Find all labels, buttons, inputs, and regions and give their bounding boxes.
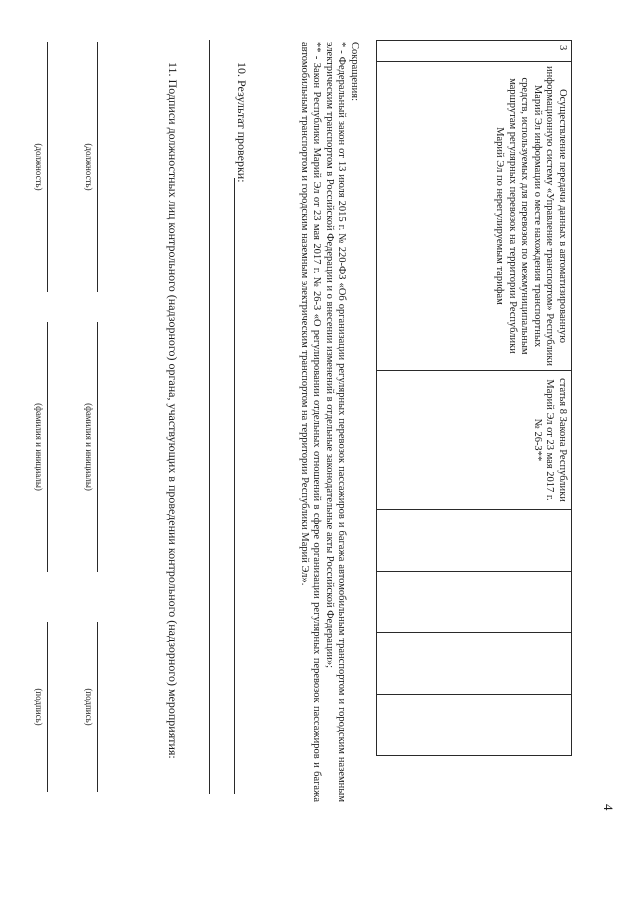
legal-basis: статья 8 Закона Республики Марий Эл от 23 мая 2017 г. № 26-З** — [377, 371, 572, 510]
empty-cell — [377, 571, 572, 633]
signature-line — [47, 622, 48, 792]
result-line-2 — [209, 40, 210, 794]
signature-line — [97, 622, 98, 792]
signature-caption: (фамилия и инициалы) — [34, 403, 44, 491]
signature-line — [47, 42, 48, 292]
signature-caption: (фамилия и инициалы) — [84, 403, 94, 491]
table-row — [377, 41, 572, 756]
requirement-text: Осуществление передачи данных в автоматизированную информационную систему «Управление транспортом» Республики Марий Эл информации о месте нахождения транспортных средств, используемых для перевозок по межмуниципальным маршрутам регулярных перевозок на территории Республики Марий Эл по нерегулируемым тарифам — [377, 62, 572, 371]
abbreviation-item: ** - Закон Республики Марий Эл от 23 мая 2017 г. № 26-З «О регулировании отдельных отношений в сфере организации регулярных перевозок пассажиров и багажа автомобильным транспортом и городским наземным электрическим транспортом на территории Республики Марий Эл». — [298, 42, 323, 802]
signature-caption: (подпись) — [34, 688, 44, 726]
abbreviations-block — [297, 42, 360, 802]
abbreviation-item: * - Федеральный закон от 13 июля 2015 г. № 220-ФЗ «Об организации регулярных перевозок пассажиров и багажа автомобильным транспортом и городским наземным электрическим транспортом в Российской Федерации и о внесении изменений в отдельные законодательные акты Российской Федерации»; — [323, 42, 348, 802]
signature-line — [47, 322, 48, 572]
empty-cell — [377, 694, 572, 756]
abbreviations-heading: Сокращения: — [349, 42, 360, 101]
requirements-table — [376, 40, 572, 756]
signatures-title: 11. Подписи должностных лиц контрольного (надзорного) органа, участвующих в проведении контрольного (надзорного) мероприятия: — [166, 62, 180, 759]
signature-caption: (должность) — [34, 143, 44, 191]
page-number: 4 — [601, 804, 616, 811]
signature-line — [97, 322, 98, 572]
signature-caption: (подпись) — [84, 688, 94, 726]
empty-cell — [377, 633, 572, 695]
signature-caption: (должность) — [84, 143, 94, 191]
signature-line — [97, 42, 98, 292]
result-label: 10. Результат проверки: — [235, 62, 249, 183]
empty-cell — [377, 510, 572, 572]
row-number: 3 — [377, 41, 572, 62]
result-line — [234, 178, 235, 794]
